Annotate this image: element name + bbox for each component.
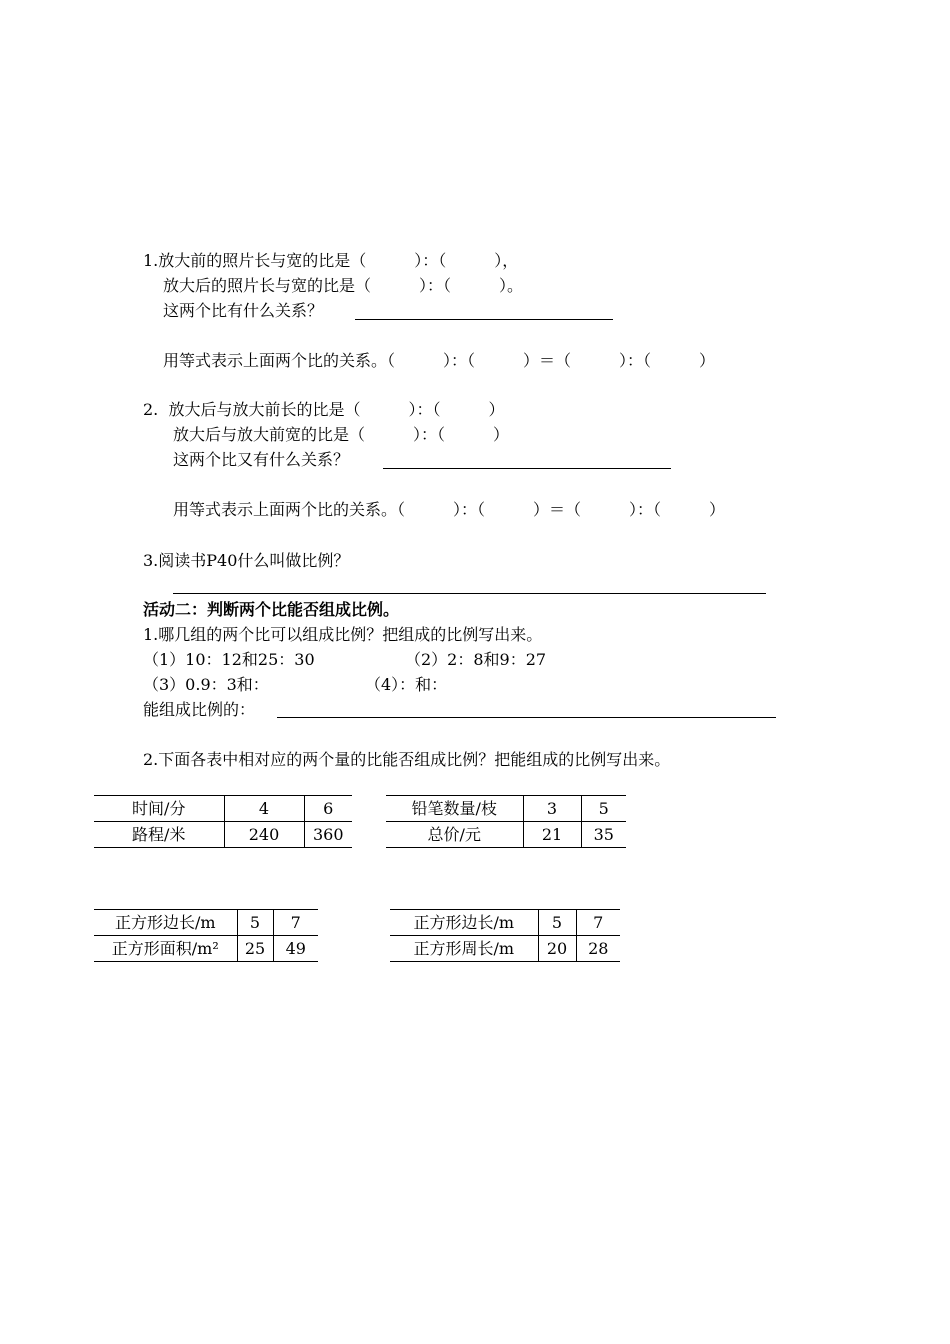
table-cell: 正方形周长/m	[390, 936, 538, 962]
q2-line3: 这两个比又有什么关系？	[173, 450, 350, 469]
table-cell: 5	[538, 910, 576, 936]
a2-q1-prompt: 1.哪几组的两个比可以组成比例？把组成的比例写出来。	[143, 625, 543, 644]
table-cell: 240	[224, 822, 304, 848]
table-cell: 正方形边长/m	[94, 910, 237, 936]
table-row	[386, 796, 626, 822]
table-cell: 路程/米	[94, 822, 224, 848]
table-row	[94, 822, 352, 848]
table-cell: 时间/分	[94, 796, 224, 822]
table-row	[390, 910, 620, 936]
table-cell: 正方形边长/m	[390, 910, 538, 936]
table-pencil-price	[386, 795, 626, 848]
table-row	[94, 910, 318, 936]
table-cell: 25	[237, 936, 273, 962]
table-cell: 21	[523, 822, 581, 848]
q2-line2: 放大后与放大前宽的比是（ ）：（ ）	[173, 425, 510, 444]
q1-answer-line[interactable]	[355, 319, 613, 320]
table-cell: 4	[224, 796, 304, 822]
q2-answer-line[interactable]	[383, 468, 671, 469]
table-cell: 3	[523, 796, 581, 822]
a2-q1-answer-line[interactable]	[277, 717, 776, 718]
q3-answer-line[interactable]	[173, 593, 766, 594]
table-cell: 49	[273, 936, 318, 962]
q1-line2: 放大后的照片长与宽的比是（ ）：（ ）。	[163, 276, 524, 295]
activity2-heading: 活动二：判断两个比能否组成比例。	[143, 600, 400, 619]
a2-q1-item4: （4）：和：	[365, 675, 448, 694]
q1-line3: 这两个比有什么关系？	[163, 301, 324, 320]
table-row	[386, 822, 626, 848]
table-cell: 35	[581, 822, 626, 848]
table-row	[94, 936, 318, 962]
table-cell: 正方形面积/m²	[94, 936, 237, 962]
a2-q1-item2: （2）2：8和9：27	[405, 650, 547, 669]
table-square-perimeter	[390, 909, 620, 962]
q2-equation: 用等式表示上面两个比的关系。（ ）：（ ）＝（ ）：（ ）	[173, 500, 726, 519]
a2-q1-item1: （1）10：12和25：30	[143, 650, 315, 669]
table-square-area	[94, 909, 318, 962]
table-cell: 20	[538, 936, 576, 962]
table-cell: 6	[304, 796, 352, 822]
q1-equation: 用等式表示上面两个比的关系。（ ）：（ ）＝（ ）：（ ）	[163, 351, 716, 370]
table-cell: 7	[273, 910, 318, 936]
table-row	[390, 936, 620, 962]
a2-q2-prompt: 2.下面各表中相对应的两个量的比能否组成比例？把能组成的比例写出来。	[143, 750, 671, 769]
a2-q1-item3: （3）0.9：3和：	[143, 675, 269, 694]
table-cell: 总价/元	[386, 822, 523, 848]
table-cell: 360	[304, 822, 352, 848]
table-cell: 5	[237, 910, 273, 936]
table-cell: 铅笔数量/枝	[386, 796, 523, 822]
q1-line1: 1.放大前的照片长与宽的比是（ ）：（ ），	[143, 251, 519, 270]
q2-line1: 2. 放大后与放大前长的比是（ ）：（ ）	[143, 400, 505, 419]
a2-q1-answer-label: 能组成比例的：	[143, 700, 256, 719]
q3-line1: 3.阅读书P40什么叫做比例？	[143, 551, 350, 570]
table-cell: 28	[576, 936, 620, 962]
table-cell: 7	[576, 910, 620, 936]
table-time-distance	[94, 795, 352, 848]
table-cell: 5	[581, 796, 626, 822]
table-row	[94, 796, 352, 822]
